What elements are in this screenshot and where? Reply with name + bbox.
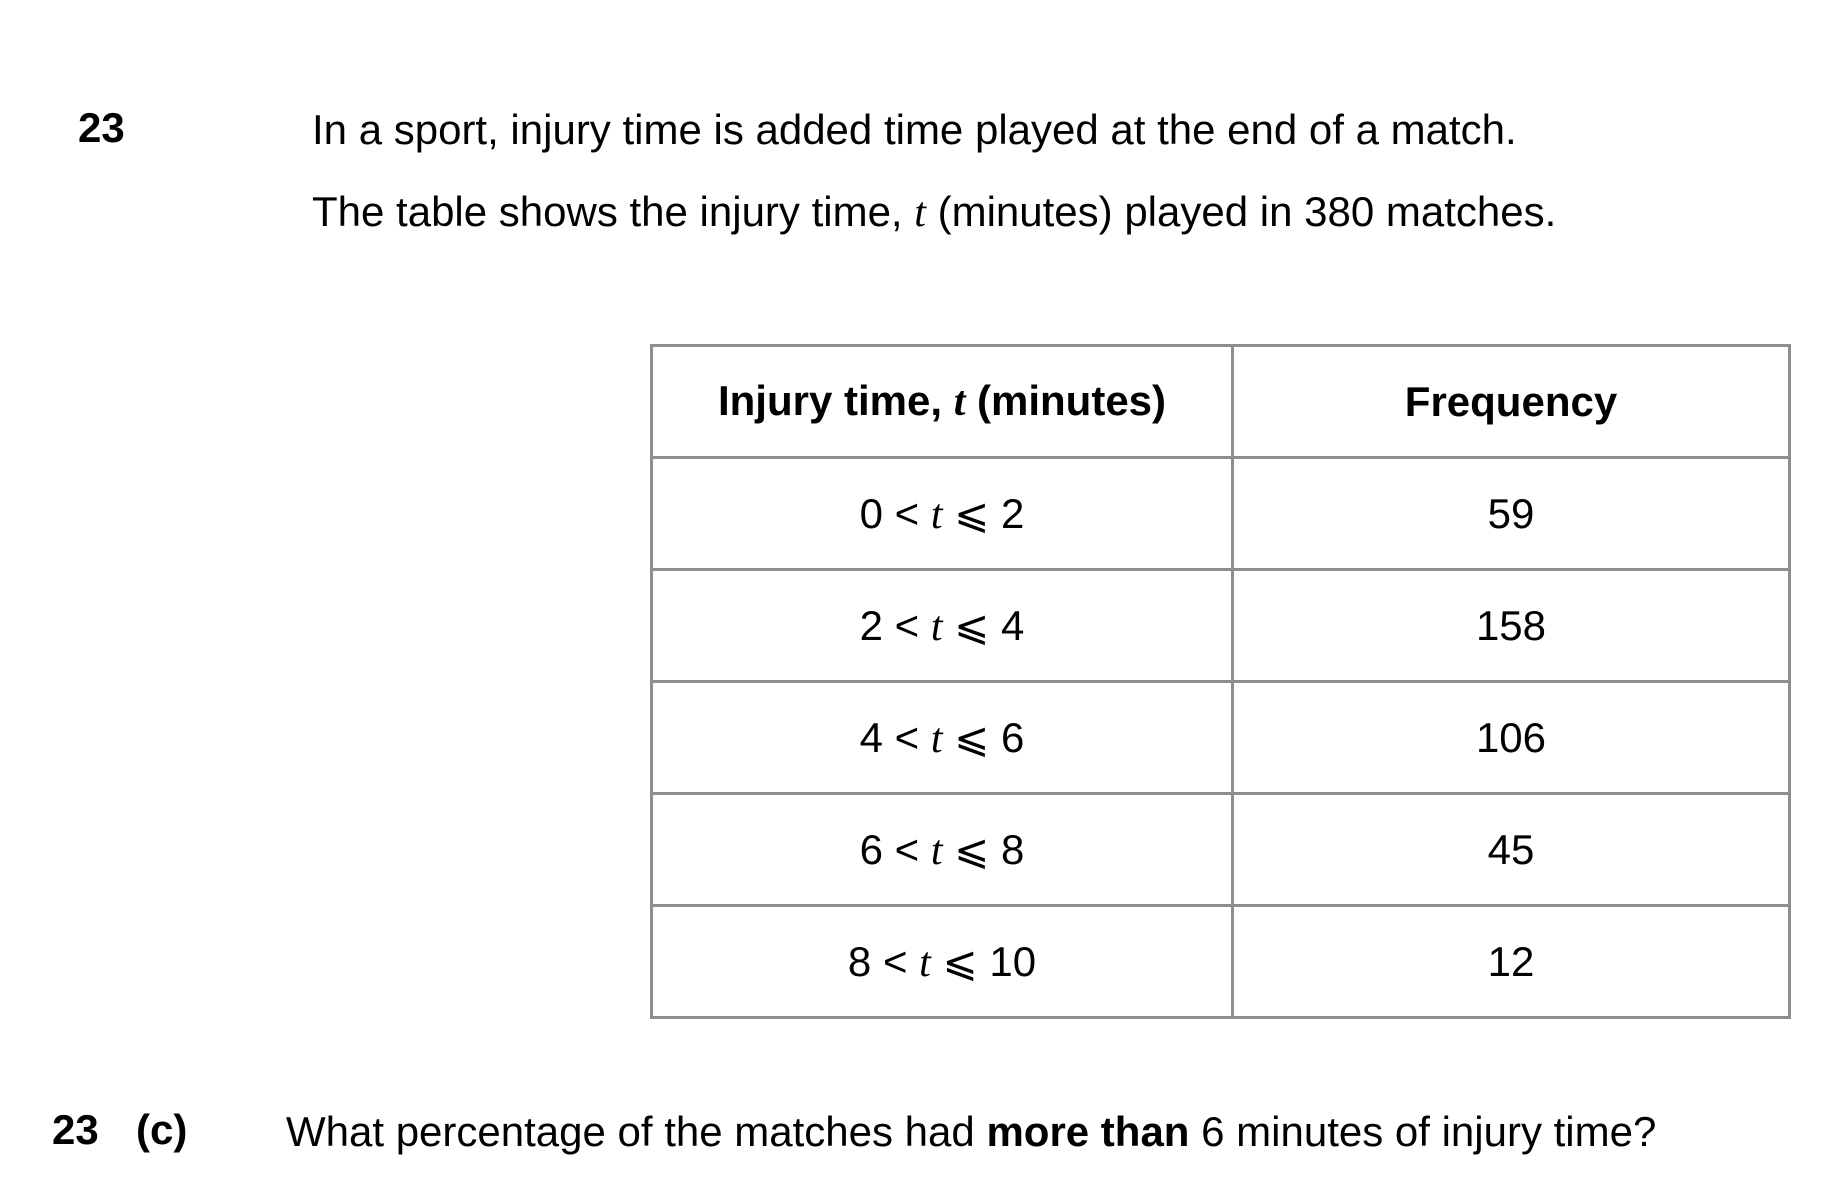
table-row	[652, 570, 1790, 682]
table-row	[652, 794, 1790, 906]
lower-bound: 6	[859, 825, 883, 873]
upper-bound: 2	[1001, 489, 1025, 537]
table-row	[652, 906, 1790, 1018]
upper-bound: 6	[1001, 713, 1025, 761]
table-header-row	[652, 346, 1790, 458]
variable-t: t	[914, 190, 926, 236]
interval-cell	[652, 906, 1233, 1018]
variable-t: t	[953, 379, 966, 425]
variable-t: t	[930, 603, 943, 650]
emphasis-more-than: more than	[986, 1108, 1190, 1155]
frequency-cell: 59	[1233, 458, 1790, 570]
less-equal-symbol: ⩽	[942, 937, 978, 985]
less-than-symbol: <	[894, 489, 920, 537]
part-c-question: What percentage of the matches had more than 6 minutes of injury time?	[286, 1108, 1657, 1155]
less-than-symbol: <	[882, 937, 908, 985]
frequency-cell: 45	[1233, 794, 1790, 906]
table-row	[652, 458, 1790, 570]
question-table-description	[312, 188, 1556, 237]
variable-t: t	[930, 715, 943, 762]
variable-t: t	[930, 491, 943, 538]
frequency-cell: 158	[1233, 570, 1790, 682]
part-question-number: 23	[52, 1106, 99, 1153]
less-equal-symbol: ⩽	[954, 601, 990, 649]
lower-bound: 8	[847, 937, 872, 985]
description-text-end: (minutes) played in 380 matches.	[925, 188, 1557, 235]
variable-t: t	[919, 939, 931, 986]
less-equal-symbol: ⩽	[954, 713, 990, 761]
lower-bound: 4	[859, 713, 883, 761]
question-intro-line: In a sport, injury time is added time played at the end of a match.	[312, 106, 1517, 153]
less-than-symbol: <	[894, 713, 920, 761]
less-equal-symbol: ⩽	[954, 825, 990, 873]
header-frequency: Frequency	[1233, 346, 1790, 458]
variable-t: t	[930, 827, 943, 874]
less-than-symbol: <	[894, 601, 920, 649]
header-injury-time: Injury time, t (minutes)	[652, 346, 1233, 458]
interval-cell	[652, 682, 1233, 794]
part-letter: (c)	[136, 1106, 188, 1153]
frequency-cell: 12	[1233, 906, 1790, 1018]
less-than-symbol: <	[894, 825, 920, 873]
frequency-cell: 106	[1233, 682, 1790, 794]
lower-bound: 2	[859, 601, 883, 649]
table-row	[652, 682, 1790, 794]
upper-bound: 4	[1001, 601, 1025, 649]
description-text-start: The table shows the injury time,	[312, 188, 915, 235]
interval-cell	[652, 570, 1233, 682]
upper-bound: 10	[989, 937, 1037, 985]
lower-bound: 0	[859, 489, 883, 537]
interval-cell	[652, 794, 1233, 906]
upper-bound: 8	[1001, 825, 1025, 873]
less-equal-symbol: ⩽	[954, 489, 990, 537]
frequency-table	[650, 344, 1791, 1019]
question-number: 23	[78, 104, 125, 151]
interval-cell	[652, 458, 1233, 570]
